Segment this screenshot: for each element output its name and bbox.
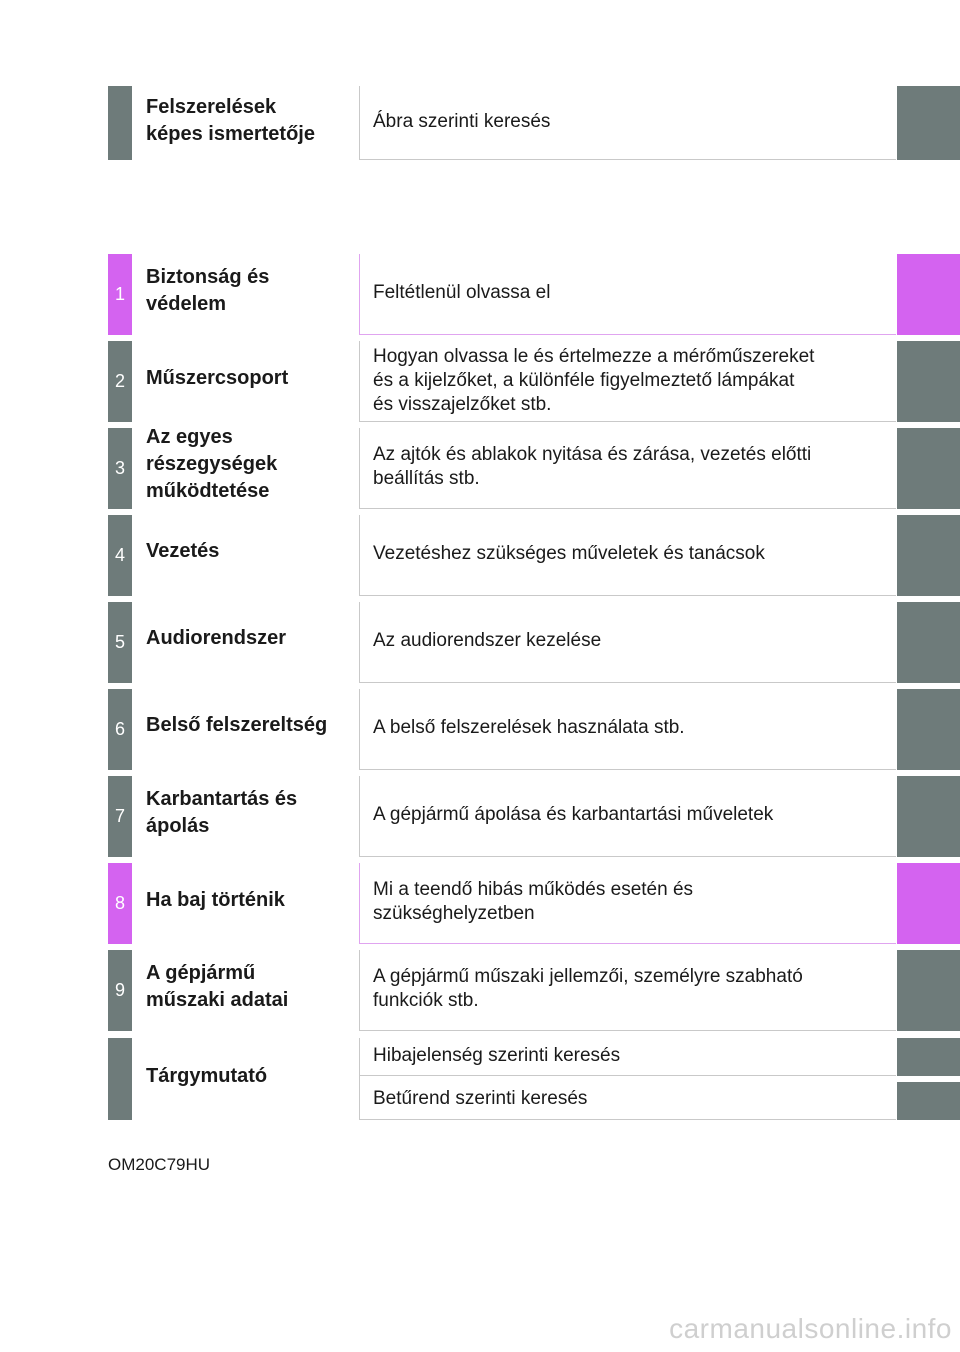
section-title: Vezetés <box>146 540 220 562</box>
section-desc: Mi a teendő hibás működés esetén és szükséghelyzetben <box>373 879 694 924</box>
section-desc-cell <box>359 950 896 1031</box>
section-desc: A belső felszerelések használata stb. <box>373 717 685 738</box>
section-tab-7[interactable] <box>897 776 960 857</box>
index-tab-1[interactable] <box>897 1038 960 1076</box>
section-desc-cell <box>359 602 896 683</box>
header-title: Felszerelések képes ismertetője <box>146 96 315 145</box>
section-title: Biztonság és védelem <box>146 266 270 315</box>
section-title: Belső felszereltség <box>146 714 328 736</box>
section-title: Ha baj történik <box>146 889 285 911</box>
section-desc-cell <box>359 428 896 509</box>
section-number: 9 <box>108 950 132 1031</box>
section-title: Audiorendszer <box>146 627 287 649</box>
index-desc-cell-2[interactable] <box>359 1076 896 1120</box>
section-tab-5[interactable] <box>897 602 960 683</box>
index-marker <box>108 1038 132 1120</box>
index-desc-cell-1[interactable] <box>359 1038 896 1076</box>
section-tab-3[interactable] <box>897 428 960 509</box>
section-number: 3 <box>108 428 132 509</box>
section-desc-cell <box>359 254 896 335</box>
section-title: A gépjármű műszaki adatai <box>146 962 289 1011</box>
header-marker <box>108 86 132 160</box>
section-row-1[interactable] <box>0 254 960 335</box>
index-row <box>0 1038 960 1120</box>
section-row-3[interactable] <box>0 428 960 509</box>
index-desc-2: Betűrend szerinti keresés <box>373 1088 588 1109</box>
section-desc-cell <box>359 515 896 596</box>
section-row-8[interactable] <box>0 863 960 944</box>
section-number: 1 <box>108 254 132 335</box>
section-desc: Az ajtók és ablakok nyitása és zárása, vezetés előtti beállítás stb. <box>373 444 812 489</box>
section-row-9[interactable] <box>0 950 960 1031</box>
section-desc: Hogyan olvassa le és értelmezze a mérőműszereket és a kijelzőket, a különféle figyelmeztető lámpákat és visszajelzőket stb. <box>373 346 815 415</box>
section-number: 5 <box>108 602 132 683</box>
section-tab-2[interactable] <box>897 341 960 422</box>
header-desc: Ábra szerinti keresés <box>373 111 551 132</box>
section-row-5[interactable] <box>0 602 960 683</box>
header-tab[interactable] <box>897 86 960 160</box>
section-desc-cell <box>359 863 896 944</box>
section-tab-8[interactable] <box>897 863 960 944</box>
section-desc: Feltétlenül olvassa el <box>373 282 551 303</box>
header-desc-cell <box>359 86 896 160</box>
section-row-7[interactable] <box>0 776 960 857</box>
section-row-2[interactable] <box>0 341 960 422</box>
index-tab-2[interactable] <box>897 1082 960 1120</box>
section-number: 2 <box>108 341 132 422</box>
section-desc: Vezetéshez szükséges műveletek és tanácsok <box>373 543 765 564</box>
section-desc-cell <box>359 776 896 857</box>
section-title: Műszercsoport <box>146 367 289 389</box>
section-number: 8 <box>108 863 132 944</box>
section-title: Az egyes részegységek működtetése <box>146 426 278 502</box>
section-tab-6[interactable] <box>897 689 960 770</box>
index-desc-1: Hibajelenség szerinti keresés <box>373 1045 621 1066</box>
section-number: 6 <box>108 689 132 770</box>
index-title: Tárgymutató <box>146 1065 268 1087</box>
section-number: 4 <box>108 515 132 596</box>
section-desc: A gépjármű ápolása és karbantartási műveletek <box>373 804 774 825</box>
section-row-4[interactable] <box>0 515 960 596</box>
section-tab-4[interactable] <box>897 515 960 596</box>
section-tab-1[interactable] <box>897 254 960 335</box>
watermark: carmanualsonline.info <box>669 1313 952 1344</box>
section-desc: A gépjármű műszaki jellemzői, személyre szabható funkciók stb. <box>373 966 803 1011</box>
section-desc-cell <box>359 689 896 770</box>
section-number: 7 <box>108 776 132 857</box>
section-title: Karbantartás és ápolás <box>146 788 298 837</box>
header-row <box>0 86 960 160</box>
section-desc: Az audiorendszer kezelése <box>373 630 602 651</box>
document-code: OM20C79HU <box>108 1155 211 1174</box>
section-desc-cell <box>359 341 896 422</box>
section-row-6[interactable] <box>0 689 960 770</box>
section-tab-9[interactable] <box>897 950 960 1031</box>
